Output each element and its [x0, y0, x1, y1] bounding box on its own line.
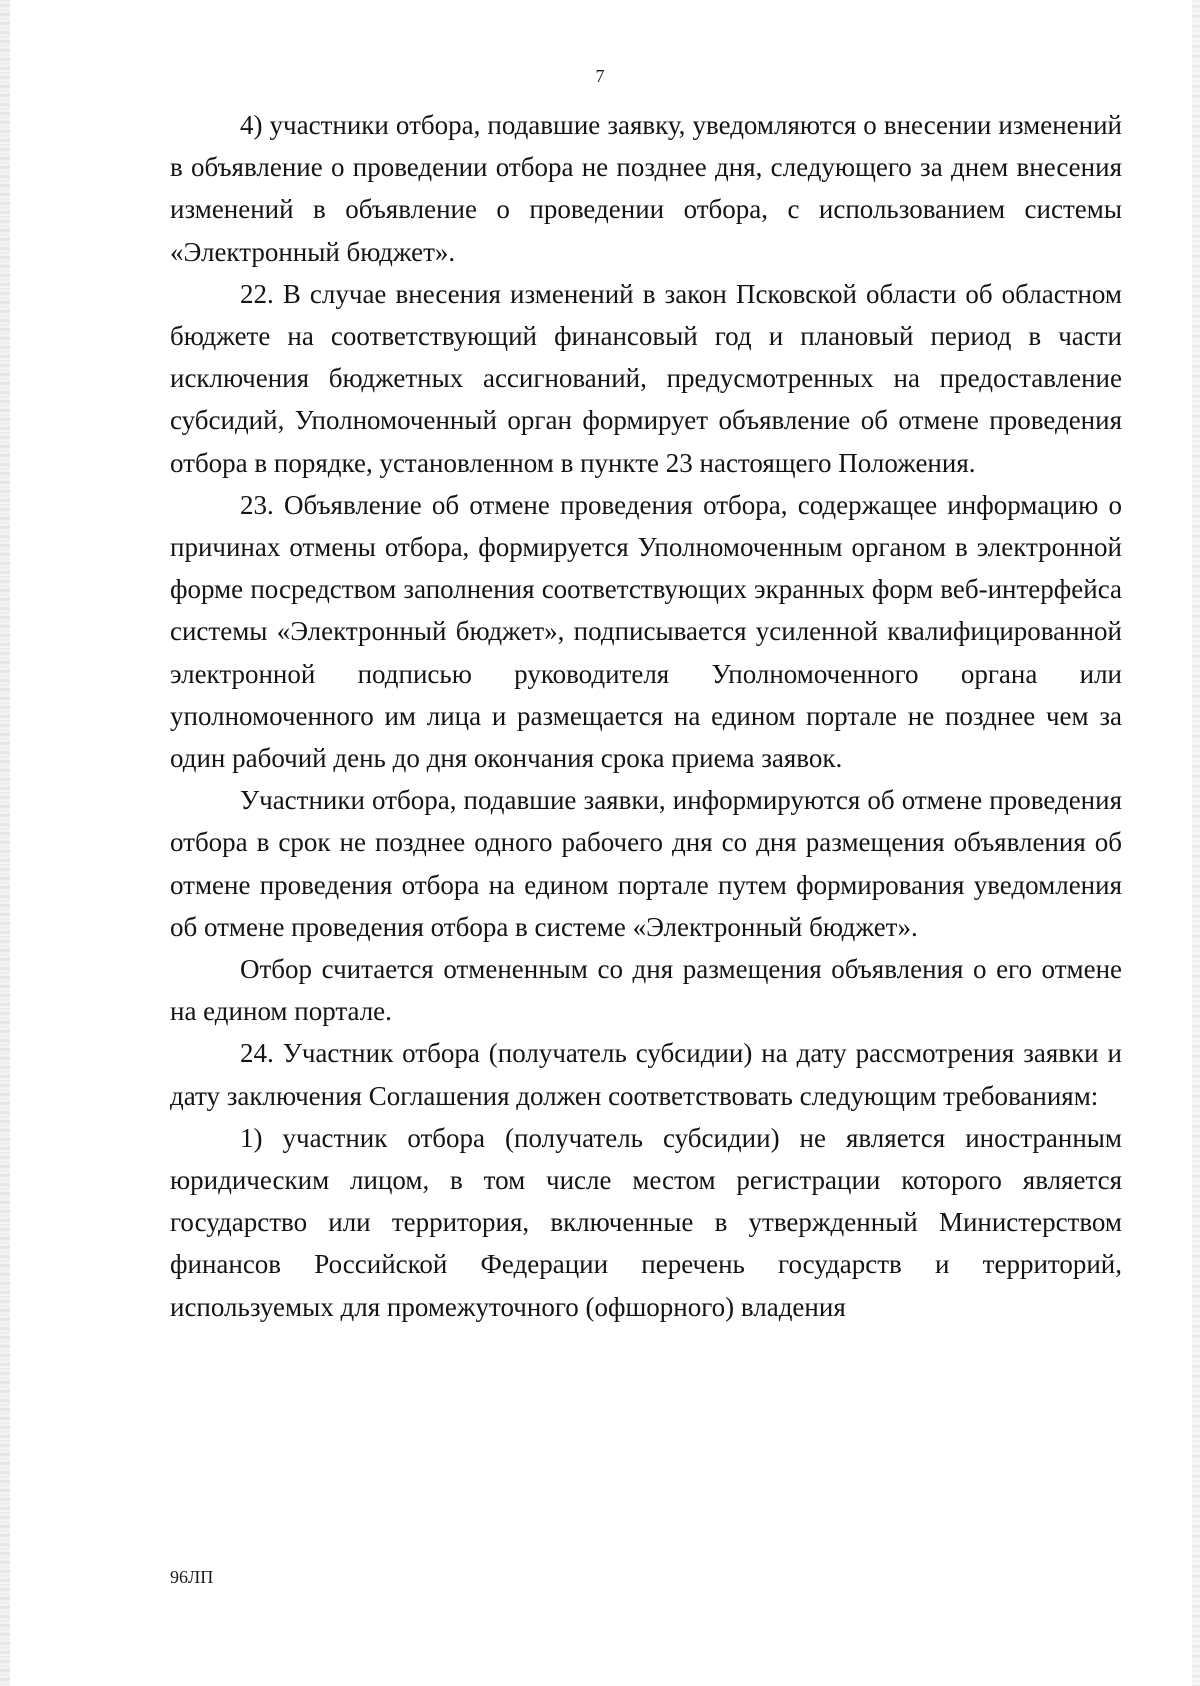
- paragraph-section-24: 24. Участник отбора (получатель субсидии) на дату рассмотрения заявки и дату заключения Соглашения должен соответствовать следующим требованиям:: [170, 1038, 1122, 1111]
- paragraph-requirement-1: 1) участник отбора (получатель субсидии) не является иностранным юридическим лицом, в том числе местом регистрации которого является государство или территория, включенные в утвержденный Министерством финансов Российской Федерации перечень государств и территорий, используемых для промежуточного (офшорного) владения: [170, 1122, 1122, 1322]
- paragraph-participants-notice: Участники отбора, подавшие заявки, информируются об отмене проведения отбора в срок не позднее одного рабочего дня со дня размещения объявления об отмене проведения отбора на едином портале путем формирования уведомления об отмене проведения отбора в системе «Электронный бюджет».: [170, 785, 1122, 942]
- page-number: 7: [595, 66, 605, 86]
- paragraph-item-4: 4) участники отбора, подавшие заявку, уведомляются о внесении изменений в объявление о проведении отбора не позднее дня, следующего за днем внесения изменений в объявление о проведении отбора, с использованием системы «Электронный бюджет».: [170, 110, 1122, 267]
- document-body: [170, 104, 1122, 1328]
- paragraph-section-22: 22. В случае внесения изменений в закон Псковской области об областном бюджете на соответствующий финансовый год и плановый период в части исключения бюджетных ассигнований, предусмотренных на предоставление субсидий, Уполномоченный орган формирует объявление об отмене проведения отбора в порядке, установленном в пункте 23 настоящего Положения.: [170, 278, 1122, 478]
- scan-edge-left: [0, 0, 10, 1686]
- paragraph-section-23: 23. Объявление об отмене проведения отбора, содержащее информацию о причинах отмены отбора, формируется Уполномоченным органом в электронной форме посредством заполнения соответствующих экранных форм веб-интерфейса системы «Электронный бюджет», подписывается усиленной квалифицированной электронной подписью руководителя Уполномоченного органа или уполномоченного им лица и размещается на едином портале не позднее чем за один рабочий день до дня окончания срока приема заявок.: [170, 489, 1122, 774]
- paragraph-selection-cancelled: Отбор считается отмененным со дня размещения объявления о его отмене на едином портале.: [170, 954, 1122, 1027]
- footer-document-code: 96ЛП: [170, 1567, 214, 1587]
- scan-edge-right: [1192, 0, 1200, 1686]
